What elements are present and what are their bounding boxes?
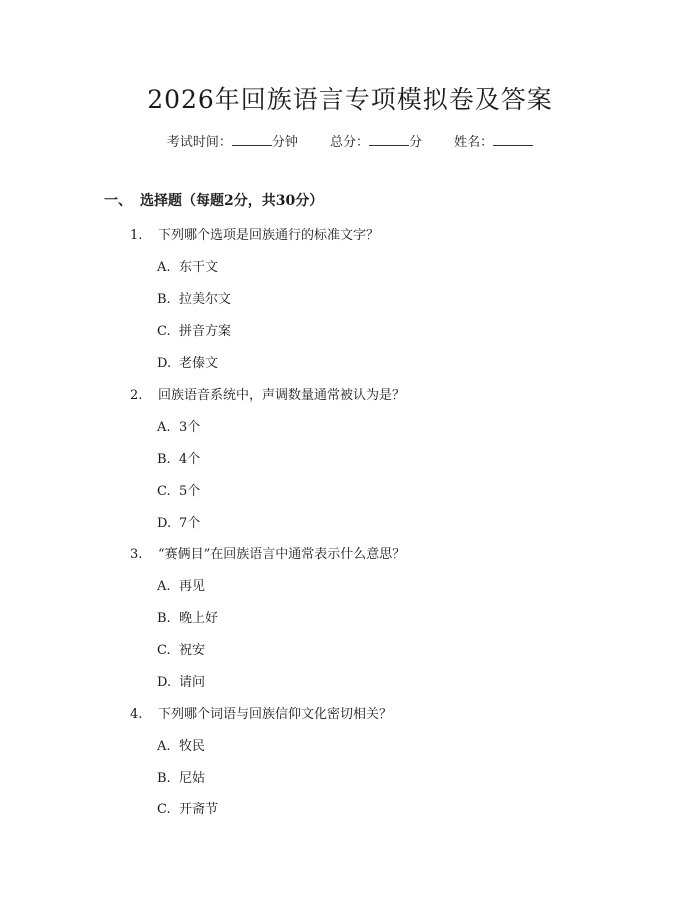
option-3d (157, 671, 205, 690)
option-text: 再见 (179, 579, 206, 594)
option-3c (157, 639, 205, 658)
question-text: “赛俩目”在回族语言中通常表示什么意思？ (158, 547, 406, 562)
option-text: 老傣文 (179, 356, 219, 371)
option-text: 晚上好 (179, 611, 219, 626)
question-text: 下列哪个词语与回族信仰文化密切相关？ (158, 707, 393, 722)
option-letter: D. (157, 356, 172, 371)
option-letter: A. (157, 420, 171, 435)
question-4 (130, 703, 392, 722)
option-4c (157, 798, 218, 817)
option-3a (157, 575, 205, 594)
exam-time-blank (232, 133, 272, 146)
question-3 (130, 543, 405, 562)
total-score (330, 131, 422, 150)
option-letter: D. (157, 675, 172, 690)
question-number: 2. (130, 388, 143, 403)
option-1c (157, 320, 231, 339)
option-text: 5个 (179, 484, 201, 499)
option-2a (157, 416, 200, 435)
option-letter: B. (157, 452, 171, 467)
option-text: 3个 (179, 420, 201, 435)
option-text: 7个 (179, 516, 201, 531)
exam-time-label: 考试时间： (166, 135, 232, 150)
option-text: 祝安 (179, 643, 206, 658)
option-letter: C. (157, 643, 171, 658)
student-name (454, 131, 533, 150)
page-title: 2026年回族语言专项模拟卷及答案 (147, 85, 553, 114)
option-1a (157, 256, 218, 275)
option-2b (157, 448, 200, 467)
option-text: 请问 (179, 675, 206, 690)
question-number: 3. (130, 547, 143, 562)
question-text: 下列哪个选项是回族通行的标准文字？ (158, 228, 380, 243)
option-letter: D. (157, 516, 172, 531)
total-score-label: 总分： (329, 135, 369, 150)
option-letter: A. (157, 739, 171, 754)
option-text: 牧民 (179, 739, 206, 754)
exam-info (0, 131, 700, 150)
option-4a (157, 735, 205, 754)
option-text: 开斋节 (179, 802, 219, 817)
question-1 (130, 224, 379, 243)
option-letter: B. (157, 292, 171, 307)
option-letter: C. (157, 324, 171, 339)
exam-time (167, 131, 298, 150)
option-letter: B. (157, 771, 171, 786)
section-title: 选择题（每题2分，共30分） (140, 193, 324, 209)
section-number: 一、 (104, 193, 132, 209)
student-name-blank (493, 133, 533, 146)
option-2d (157, 512, 200, 531)
option-text: 尼姑 (179, 771, 206, 786)
option-text: 拼音方案 (179, 324, 232, 339)
option-letter: B. (157, 611, 171, 626)
option-letter: C. (157, 802, 171, 817)
option-letter: A. (157, 260, 171, 275)
question-2 (130, 384, 405, 403)
total-score-unit: 分 (409, 135, 423, 150)
question-number: 4. (130, 707, 143, 722)
option-letter: A. (157, 579, 171, 594)
option-1d (157, 352, 218, 371)
exam-time-unit: 分钟 (271, 135, 298, 150)
student-name-label: 姓名： (454, 135, 494, 150)
question-text: 回族语音系统中，声调数量通常被认为是？ (158, 388, 406, 403)
question-number: 1. (130, 228, 143, 243)
option-2c (157, 480, 200, 499)
section-heading (104, 190, 323, 210)
total-score-blank (369, 133, 409, 146)
option-text: 拉美尔文 (179, 292, 232, 307)
option-letter: C. (157, 484, 171, 499)
option-3b (157, 607, 218, 626)
option-text: 4个 (179, 452, 201, 467)
option-4b (157, 767, 205, 786)
option-1b (157, 288, 231, 307)
option-text: 东干文 (179, 260, 219, 275)
